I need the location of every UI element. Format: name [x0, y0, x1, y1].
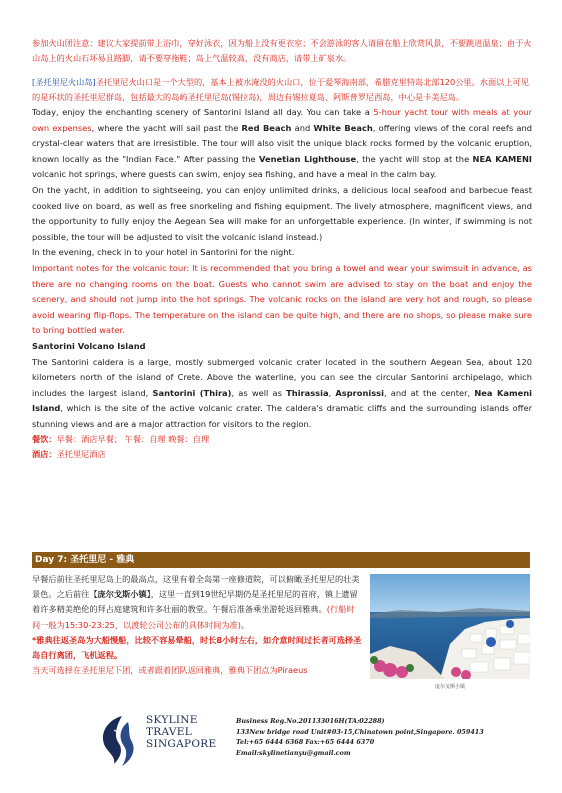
meals-line: 餐饮：早餐：酒店早餐； 午餐：自理 晚餐：自理 [32, 434, 210, 445]
day7-header: Day 7: 圣托里尼 - 雅典 [32, 552, 530, 568]
evening-paragraph: In the evening, check in to your hotel in Santorini for the night. [32, 247, 295, 258]
company-name: SKYLINE TRAVEL SINGAPORE [146, 714, 217, 750]
volcano-island-zh [32, 75, 532, 105]
photo-caption: 庞尔戈斯小镇 [434, 684, 465, 690]
company-contact [236, 716, 484, 758]
important-notes: Important notes for the volcanic tour: It is recommended that you bring a towel and wear your swimsuit in advance, as there are no changing rooms on the boat. Guests who cannot swim are advised to stay on the boat and enjoy the scenery, and should not jump into the hot springs. The volcanic rocks on the island are very hot and rough, so please avoid wearing flip-flops. The temperature on the island can be quite high, and there are no shops, so please make sure to bring bottled water. [32, 262, 532, 336]
yacht-paragraph: On the yacht, in addition to sightseeing, you can enjoy unlimited drinks, a delicious local seafood and barbecue feast cooked live on board, as well as free snorkeling and fishing equipment. The lively atmosphere, magnificent views, and the opportunity to fully enjoy the Aegean Sea will make for an unforgettable experience. (In winter, if swimming is not possible, the tour will be adjusted to visit the volcanic island instead.) [32, 184, 532, 242]
volcano-island-label: [圣托里尼火山岛] [32, 77, 96, 87]
day7-dropoff-note: 当天可选择在圣托里尼下团，或者跟着团队返回雅典，雅典下团点为Piraeus [32, 665, 308, 676]
volcano-island-en: The Santorini caldera is a large, mostly submerged volcanic crater located in the southern Aegean Sea, about 120 kilometers north of the island of Crete. Above the waterline, you can see the circular Santorini archipelago, which includes the largest island, Santorini (Thira), as well as Thirassia, Aspronissi, and at the center, Nea Kameni Island, which is the site of the active volcanic crater. The caldera's dramatic cliffs and the surrounding islands offer stunning views and are a major attraction for visitors to the region. [32, 356, 533, 429]
company-address: 133New bridge road Unit#03-15,Chinatown point,Singapore. 059413 [236, 727, 484, 736]
day7-paragraph: 早餐后前往圣托里尼岛上的最高点，这里有着全岛第一座修道院，可以俯瞰圣托里尼的壮美景色。之后前往【庞尔戈斯小镇】，这里一直到19世纪早期仍是圣托里尼的首府，镇上遗留着许多精美绝伦的拜占庭建筑和许多壮丽的教堂。午餐后准备乘坐游轮返回雅典。(行船时间一般为15:30-23:25，以渡轮公司公布的具体时间为准)。 [32, 574, 360, 630]
today-paragraph: Today, enjoy the enchanting scenery of Santorini Island all day. You can take a 5-hour yacht tour with meals at your own expenses, where the yacht will sail past the Red Beach and White Beach, offering views of the coral reefs and crystal-clear waters that are irresistible. The tour will also visit the unique black rocks formed by the volcanic eruption, known locally as the "Indian Face." After passing the Venetian Lighthouse, the yacht will stop at the NEA KAMENI volcanic hot springs, where guests can swim, enjoy sea fishing, and have a meal in the calm bay. [32, 107, 532, 180]
day7-body [32, 572, 362, 678]
company-phone: Tel:+65 6444 6368 Fax:+65 6444 6370 [236, 738, 375, 747]
volcano-tour-notice: 参加火山团注意：建议大家提前带上浴巾，穿好泳衣，因为船上没有更衣室；不会游泳的客人请留在船上欣赏风景，不要跳进温泉；由于火山岛上的火山石坏易且路脚，请不要穿拖鞋；岛上气温较高，没有商店，请带上矿泉水。 [32, 38, 532, 63]
volcano-island-heading: Santorini Volcano Island [32, 340, 146, 351]
itinerary-page [32, 36, 532, 462]
day7-ferry-note: *雅典往返圣岛为大船慢船，比较不容易晕船，时长8小时左右，如介意时间过长者可选择圣岛自行离团，飞机返程。 [32, 634, 362, 661]
volcano-island-text-zh: 圣托里尼火山口是一个大型的，基本上被水淹没的火山口，位于爱琴海南部，希腊克里特岛北部120公里。水面以上可见的是环状的圣托里尼群岛，包括最大的岛屿圣托里尼岛(锡拉岛)，周边有锡拉夏岛、阿斯普罗尼西岛，中心是卡美尼岛。 [32, 77, 529, 102]
hotel-line: 酒店：圣托里尼酒店 [32, 449, 106, 460]
business-reg: Business Reg.No.201133016H(TA:02288) [236, 717, 385, 725]
santorini-photo [370, 574, 530, 679]
yacht-tour-highlight: 5-hour yacht tour with meals at your own expenses [32, 107, 532, 133]
company-email[interactable]: Email:skylinetianyu@gmail.com [236, 748, 351, 757]
